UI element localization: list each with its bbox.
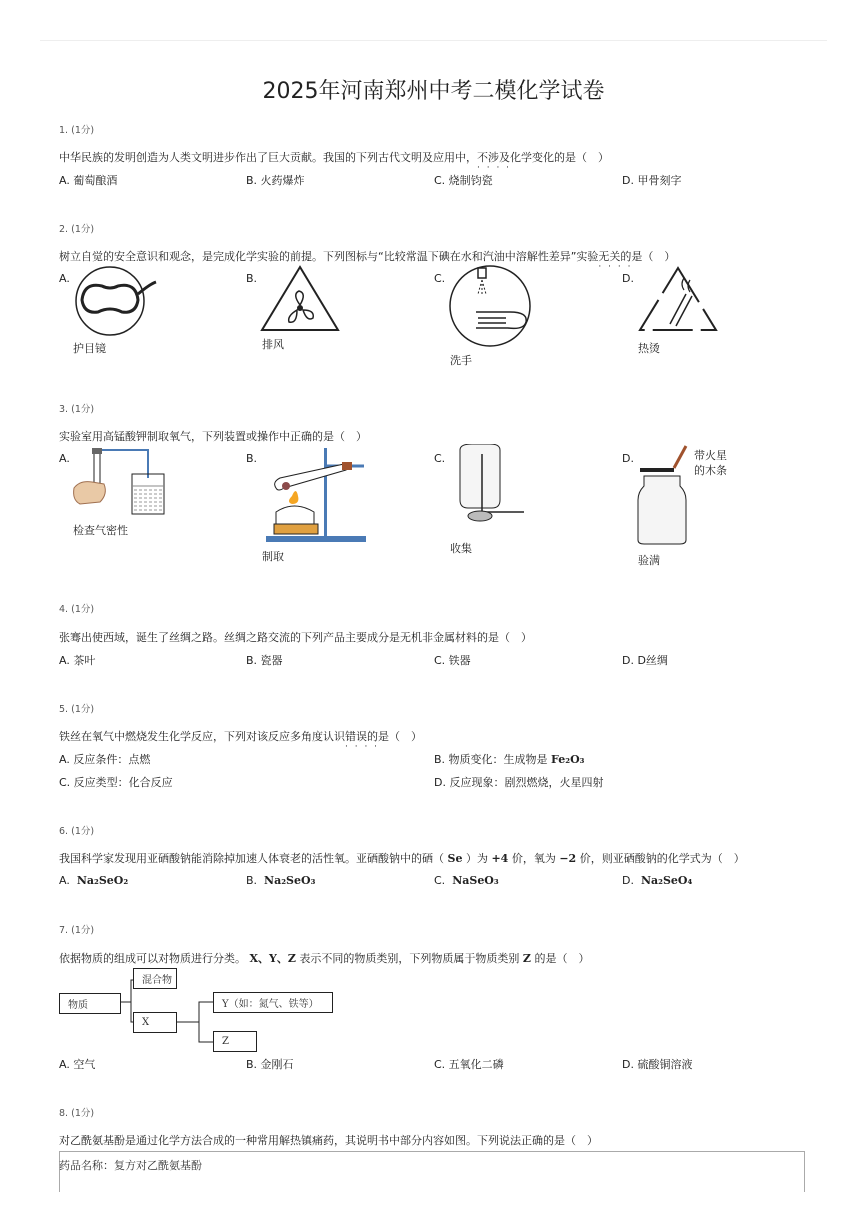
- question-2-stem: 树立自觉的安全意识和观念，是完成化学实验的前提。下列图标与“比较常温下碘在水和汽油中溶解性差异”实验无关 · · · ·的是（ ）: [59, 248, 675, 264]
- q1-option-c[interactable]: C. 烧制钧瓷: [434, 174, 493, 187]
- drug-name-text: 药品名称：复方对乙酰氨基酚: [59, 1159, 202, 1172]
- diagram-z: Z: [213, 1031, 257, 1052]
- q3-option-a[interactable]: A.: [59, 452, 70, 465]
- diagram-mixture: 混合物: [133, 968, 177, 989]
- question-4-stem: 张骞出使西域，诞生了丝绸之路。丝绸之路交流的下列产品主要成分是无机非金属材料的是（ ）: [59, 631, 532, 644]
- q5-option-a[interactable]: A. 反应条件：点燃: [59, 753, 151, 766]
- question-6-stem: 我国科学家发现用亚硒酸钠能消除掉加速人体衰老的活性氧。亚硒酸钠中的硒（ Se ）为 +4 价，氧为 −2 价，则亚硒酸钠的化学式为（ ）: [59, 852, 745, 865]
- top-divider: [40, 40, 827, 41]
- q1-option-b[interactable]: B. 火药爆炸: [246, 174, 305, 187]
- q2-option-a[interactable]: A.: [59, 272, 70, 285]
- question-3-header: 3. (1分): [59, 404, 95, 415]
- question-2-header: 2. (1分): [59, 224, 95, 235]
- question-7-stem: 依据物质的组成可以对物质进行分类。 X、Y、Z 表示不同的物质类别，下列物质属于物质类别 Z 的是（ ）: [59, 952, 590, 965]
- q7-option-d[interactable]: D. 硫酸铜溶液: [622, 1058, 693, 1071]
- hot-surface-icon: [636, 264, 720, 336]
- q2-option-d[interactable]: D.: [622, 272, 634, 285]
- page-title: 2025年河南郑州中考二模化学试卷: [262, 79, 605, 104]
- handwash-icon: [448, 264, 534, 350]
- q6-option-b[interactable]: B. Na₂SeO₃: [246, 874, 316, 887]
- q3-label-a: 检查气密性: [73, 524, 128, 537]
- q5-option-c[interactable]: C. 反应类型：化合反应: [59, 776, 173, 789]
- q3-label-c: 收集: [450, 542, 472, 555]
- question-5-stem: 铁丝在氧气中燃烧发生化学反应，下列对该反应多角度认识错误 · · · ·的是（ ）: [59, 728, 422, 744]
- diagram-x: X: [133, 1012, 177, 1033]
- question-8-header: 8. (1分): [59, 1108, 95, 1119]
- q2-label-d: 热烫: [638, 342, 660, 355]
- question-1-stem: 中华民族的发明创造为人类文明进步作出了巨大贡献。我国的下列古代文明及应用中，不涉及 · · · ·化学变化的是（ ）: [59, 149, 609, 165]
- q1-option-a[interactable]: A. 葡萄酿酒: [59, 174, 118, 187]
- q7-option-b[interactable]: B. 金刚石: [246, 1058, 294, 1071]
- goggles-icon: [70, 264, 160, 344]
- fe2o3-formula: Fe₂O₃: [551, 753, 585, 766]
- q5-option-b[interactable]: B. 物质变化：生成物是 Fe₂O₃: [434, 753, 585, 766]
- q2-label-a: 护目镜: [73, 342, 106, 355]
- q4-option-c[interactable]: C. 铁器: [434, 654, 471, 667]
- q2-option-b[interactable]: B.: [246, 272, 258, 285]
- q6-option-c[interactable]: C. NaSeO₃: [434, 874, 499, 887]
- question-8-stem: 对乙酰氨基酚是通过化学方法合成的一种常用解热镇痛药，其说明书中部分内容如图。下列说法正确的是（ ）: [59, 1134, 598, 1147]
- q4-option-d[interactable]: D. D丝绸: [622, 654, 668, 667]
- q3-label-b: 制取: [262, 550, 284, 563]
- question-7-header: 7. (1分): [59, 925, 95, 936]
- q6-option-a[interactable]: A. Na₂SeO₂: [59, 874, 129, 887]
- diagram-y: Y（如：氮气、铁等）: [213, 992, 333, 1013]
- question-3-stem: 实验室用高锰酸钾制取氧气，下列装置或操作中正确的是（ ）: [59, 430, 367, 443]
- question-1-header: 1. (1分): [59, 125, 95, 136]
- q5-option-d[interactable]: D. 反应现象：剧烈燃烧，火星四射: [434, 776, 604, 789]
- q1-option-d[interactable]: D. 甲骨刻字: [622, 174, 682, 187]
- airtightness-check-figure: [70, 444, 170, 520]
- q3-option-c[interactable]: C.: [434, 452, 446, 465]
- question-6-header: 6. (1分): [59, 826, 95, 837]
- q3-option-d[interactable]: D.: [622, 452, 634, 465]
- oxygen-production-figure: [258, 444, 368, 546]
- q3-d-caption-line2: 的木条: [694, 464, 727, 477]
- q4-option-b[interactable]: B. 瓷器: [246, 654, 283, 667]
- q3-option-b[interactable]: B.: [246, 452, 258, 465]
- q2-label-b: 排风: [262, 338, 284, 351]
- q7-option-c[interactable]: C. 五氧化二磷: [434, 1058, 504, 1071]
- q7-option-a[interactable]: A. 空气: [59, 1058, 96, 1071]
- question-4-header: 4. (1分): [59, 604, 95, 615]
- q2-label-c: 洗手: [450, 354, 472, 367]
- q3-label-d: 验满: [638, 554, 660, 567]
- q4-option-a[interactable]: A. 茶叶: [59, 654, 96, 667]
- diagram-root: 物质: [59, 993, 121, 1014]
- ventilation-icon: [259, 264, 341, 334]
- q2-option-c[interactable]: C.: [434, 272, 446, 285]
- q6-option-d[interactable]: D. Na₂SeO₄: [622, 874, 693, 887]
- question-5-header: 5. (1分): [59, 704, 95, 715]
- full-check-figure: [634, 444, 694, 550]
- q3-d-caption-line1: 带火星: [694, 449, 727, 462]
- gas-collection-figure: [452, 444, 528, 528]
